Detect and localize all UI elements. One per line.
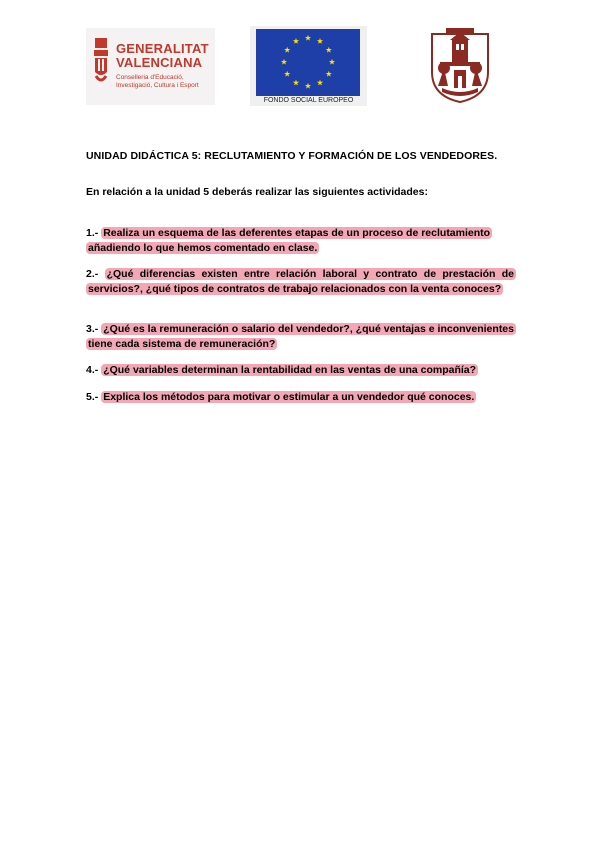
item-text: ¿Qué variables determinan la rentabilidad en las ventas de una compañía?: [103, 364, 477, 376]
eu-star-icon: [293, 80, 299, 86]
item-number: 5.-: [86, 391, 99, 403]
gva-subtitle: [116, 74, 199, 90]
fondo-social-europeo-logo: [250, 26, 367, 106]
item-number: 1.-: [86, 227, 99, 239]
eu-star-icon: [284, 71, 290, 77]
eu-star-icon: [326, 71, 332, 77]
eu-star-icon: [284, 47, 290, 53]
item-text: Explica los métodos para motivar o estimular a un vendedor qué conoces.: [103, 391, 475, 403]
gva-emblem-icon: [92, 36, 112, 88]
eu-star-icon: [329, 59, 335, 65]
gva-sub-line1: Conselleria d'Educació,: [116, 74, 184, 81]
eu-star-icon: [317, 80, 323, 86]
activity-item-5: [86, 390, 516, 405]
document-title: UNIDAD DIDÁCTICA 5: RECLUTAMIENTO Y FORMACIÓN DE LOS VENDEDORES.: [86, 150, 498, 162]
item-text: Realiza un esquema de las deferentes etapas de un proceso de reclutamiento añadiendo lo que hemos comentado en clase.: [88, 227, 491, 254]
item-number: 3.-: [86, 323, 99, 335]
item-number: 2.-: [86, 268, 99, 280]
gva-sub-line2: Investigació, Cultura i Esport: [116, 82, 199, 89]
eu-star-icon: [305, 83, 311, 89]
activity-item-4: [86, 363, 516, 378]
item-text: ¿Qué es la remuneración o salario del vendedor?, ¿qué ventajas e inconvenientes tiene cada sistema de remuneración?: [88, 323, 514, 350]
eu-flag-icon: [256, 29, 360, 96]
activity-item-2: [86, 267, 516, 297]
eu-star-icon: [281, 59, 287, 65]
gva-name-line1: GENERALITAT: [116, 41, 209, 56]
item-number: 4.-: [86, 364, 99, 376]
eu-caption: FONDO SOCIAL EUROPEO: [263, 97, 354, 104]
gva-name-line2: VALENCIANA: [116, 55, 203, 70]
activity-item-1: [86, 226, 516, 256]
activity-item-3: [86, 322, 516, 352]
school-crest-icon: [424, 26, 496, 104]
document-intro: En relación a la unidad 5 deberás realizar las siguientes actividades:: [86, 186, 428, 198]
header-logos: [0, 26, 600, 108]
eu-star-icon: [317, 38, 323, 44]
eu-star-icon: [326, 47, 332, 53]
eu-star-icon: [305, 35, 311, 41]
gva-name: [116, 42, 209, 70]
eu-star-icon: [293, 38, 299, 44]
item-text: ¿Qué diferencias existen entre relación laboral y contrato de prestación de servicios?, ¿qué tipos de contratos de trabajo relacionados con la venta conoces?: [88, 268, 515, 295]
generalitat-valenciana-logo: [86, 28, 215, 105]
